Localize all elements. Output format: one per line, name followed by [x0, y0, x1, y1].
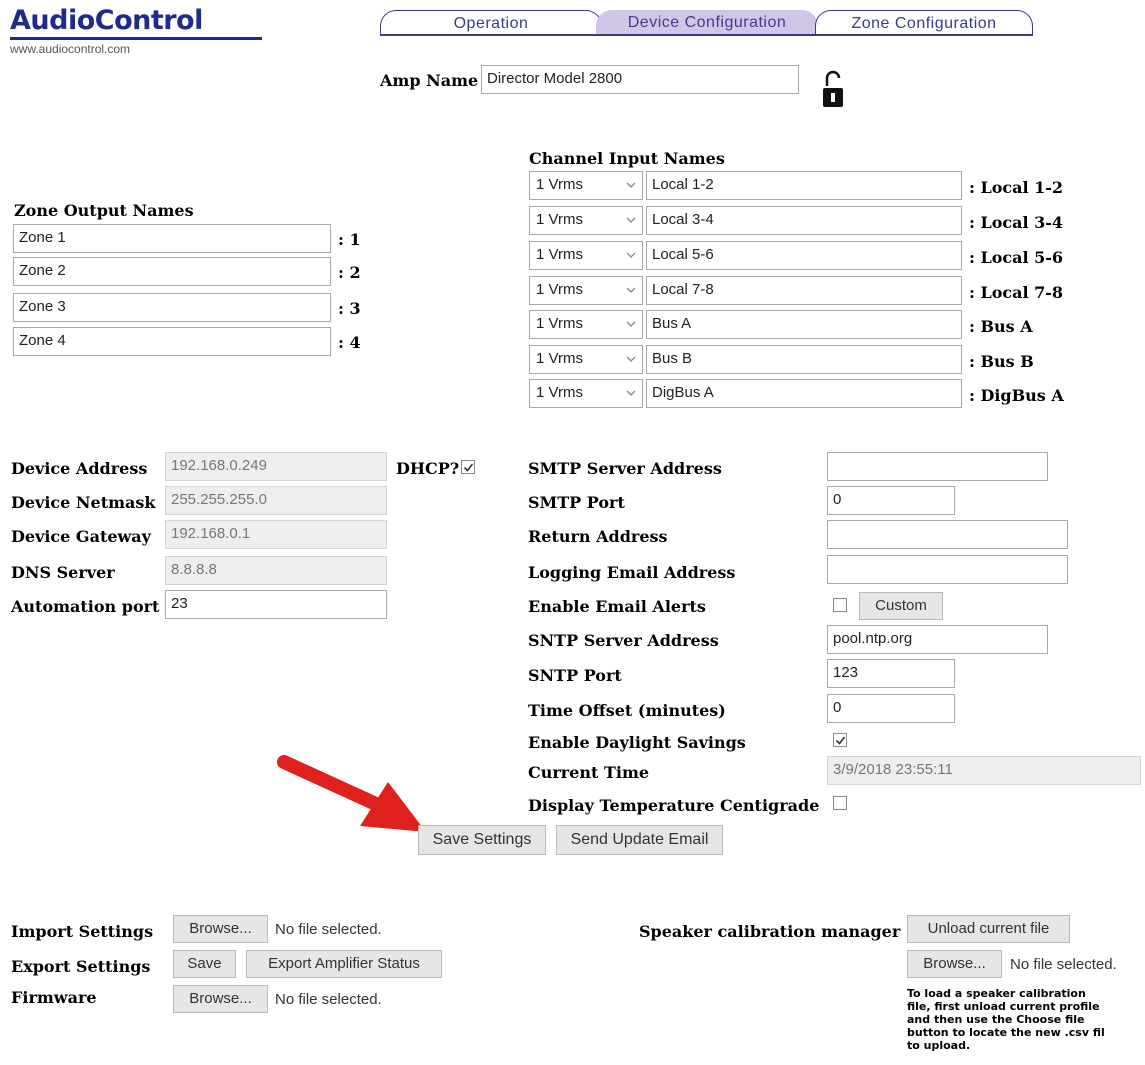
logging-email-input[interactable] — [827, 555, 1068, 584]
amp-name-input[interactable]: Director Model 2800 — [481, 65, 799, 94]
chevron-down-icon — [626, 285, 636, 295]
import-browse-button[interactable]: Browse... — [173, 915, 268, 943]
chevron-down-icon — [626, 388, 636, 398]
channel-name-input[interactable]: Bus A — [646, 310, 962, 339]
tab-operation-label: Operation — [453, 15, 529, 32]
return-address-label: Return Address — [528, 527, 668, 546]
tab-operation[interactable] — [380, 10, 602, 36]
network-field-label: Device Address — [11, 459, 148, 478]
channel-suffix-label: : Local 1-2 — [969, 178, 1064, 197]
network-field-input: 8.8.8.8 — [165, 556, 387, 585]
tab-zone-configuration[interactable] — [815, 10, 1033, 36]
current-time-value: 3/9/2018 23:55:11 — [827, 756, 1141, 785]
centigrade-checkbox[interactable] — [833, 796, 847, 810]
network-field-input: 192.168.0.1 — [165, 520, 387, 549]
input-level-select[interactable] — [529, 310, 643, 339]
sntp-server-label: SNTP Server Address — [528, 631, 719, 650]
input-level-value: 1 Vrms — [536, 246, 583, 263]
channel-suffix-label: : Local 5-6 — [969, 248, 1064, 267]
zone-number-label: : 4 — [338, 333, 361, 352]
input-level-select[interactable] — [529, 171, 643, 200]
red-arrow-icon — [276, 748, 436, 844]
channel-name-input[interactable]: Local 1-2 — [646, 171, 962, 200]
chevron-down-icon — [626, 215, 636, 225]
network-field-label: DNS Server — [11, 563, 115, 582]
zone-number-label: : 2 — [338, 263, 361, 282]
chevron-down-icon — [626, 319, 636, 329]
email-alerts-checkbox[interactable] — [833, 598, 847, 612]
chevron-down-icon — [626, 180, 636, 190]
centigrade-label: Display Temperature Centigrade — [528, 796, 820, 815]
calibration-browse-button[interactable]: Browse... — [907, 950, 1002, 978]
input-level-value: 1 Vrms — [536, 176, 583, 193]
sntp-server-input[interactable]: pool.ntp.org — [827, 625, 1048, 654]
sntp-port-input[interactable]: 123 — [827, 659, 955, 688]
firmware-label: Firmware — [11, 988, 97, 1007]
channel-suffix-label: : Local 3-4 — [969, 213, 1064, 232]
channel-suffix-label: : Local 7-8 — [969, 283, 1064, 302]
zone-name-input[interactable]: Zone 3 — [13, 293, 331, 322]
network-field-label: Automation port — [11, 597, 160, 616]
input-level-value: 1 Vrms — [536, 384, 583, 401]
calibration-file-status: No file selected. — [1010, 956, 1117, 973]
daylight-savings-label: Enable Daylight Savings — [528, 733, 746, 752]
input-level-select[interactable] — [529, 206, 643, 235]
zone-name-input[interactable]: Zone 4 — [13, 327, 331, 356]
speaker-calibration-label: Speaker calibration manager — [639, 922, 901, 941]
zone-name-input[interactable]: Zone 2 — [13, 257, 331, 286]
channel-name-input[interactable]: Local 5-6 — [646, 241, 962, 270]
calibration-note-line: to upload. — [907, 1039, 971, 1052]
zone-output-names-title: Zone Output Names — [14, 201, 194, 220]
input-level-select[interactable] — [529, 276, 643, 305]
calibration-note-line: and then use the Choose file — [907, 1013, 1085, 1026]
logging-email-label: Logging Email Address — [528, 563, 736, 582]
smtp-server-input[interactable] — [827, 452, 1048, 481]
network-field-input: 192.168.0.249 — [165, 452, 387, 481]
daylight-savings-checkbox[interactable] — [833, 733, 847, 747]
zone-number-label: : 3 — [338, 299, 361, 318]
chevron-down-icon — [626, 250, 636, 260]
dhcp-checkbox[interactable] — [461, 460, 475, 474]
tab-zone-configuration-label: Zone Configuration — [851, 15, 997, 32]
logo — [10, 6, 262, 56]
tab-device-configuration-label: Device Configuration — [627, 14, 787, 31]
channel-name-input[interactable]: Local 7-8 — [646, 276, 962, 305]
firmware-browse-button[interactable]: Browse... — [173, 985, 268, 1013]
import-settings-label: Import Settings — [11, 922, 154, 941]
input-level-value: 1 Vrms — [536, 211, 583, 228]
input-level-select[interactable] — [529, 379, 643, 408]
input-level-value: 1 Vrms — [536, 315, 583, 332]
network-field-label: Device Gateway — [11, 527, 151, 546]
network-field-input: 255.255.255.0 — [165, 486, 387, 515]
logo-text: AudioControl — [10, 5, 203, 36]
channel-suffix-label: : Bus B — [969, 352, 1034, 371]
save-settings-button[interactable]: Save Settings — [418, 825, 546, 855]
calibration-note-line: To load a speaker calibration — [907, 987, 1086, 1000]
time-offset-input[interactable]: 0 — [827, 694, 955, 723]
channel-suffix-label: : DigBus A — [969, 386, 1064, 405]
channel-name-input[interactable]: DigBus A — [646, 379, 962, 408]
brand-url: www.audiocontrol.com — [10, 42, 131, 56]
chevron-down-icon — [626, 354, 636, 364]
calibration-note-line: file, first unload current profile — [907, 1000, 1100, 1013]
channel-suffix-label: : Bus A — [969, 317, 1033, 336]
input-level-value: 1 Vrms — [536, 281, 583, 298]
input-level-value: 1 Vrms — [536, 350, 583, 367]
input-level-select[interactable] — [529, 241, 643, 270]
time-offset-label: Time Offset (minutes) — [528, 701, 726, 720]
sntp-port-label: SNTP Port — [528, 666, 622, 685]
amp-name-label: Amp Name — [380, 71, 479, 90]
email-alerts-label: Enable Email Alerts — [528, 597, 706, 616]
smtp-port-input[interactable]: 0 — [827, 486, 955, 515]
import-file-status: No file selected. — [275, 921, 382, 938]
unload-current-file-button[interactable]: Unload current file — [907, 915, 1070, 943]
channel-name-input[interactable]: Bus B — [646, 345, 962, 374]
smtp-server-label: SMTP Server Address — [528, 459, 722, 478]
network-field-label: Device Netmask — [11, 493, 156, 512]
zone-name-input[interactable]: Zone 1 — [13, 224, 331, 253]
return-address-input[interactable] — [827, 520, 1068, 549]
dhcp-label: DHCP? — [396, 459, 460, 478]
send-update-email-button[interactable]: Send Update Email — [556, 825, 723, 855]
channel-name-input[interactable]: Local 3-4 — [646, 206, 962, 235]
custom-alerts-button[interactable]: Custom — [859, 592, 943, 620]
logo-underline — [10, 37, 262, 40]
input-level-select[interactable] — [529, 345, 643, 374]
export-amplifier-status-button[interactable]: Export Amplifier Status — [246, 950, 442, 978]
channel-input-names-title: Channel Input Names — [529, 149, 725, 168]
firmware-file-status: No file selected. — [275, 991, 382, 1008]
network-field-input[interactable]: 23 — [165, 590, 387, 619]
export-settings-label: Export Settings — [11, 957, 151, 976]
current-time-label: Current Time — [528, 763, 650, 782]
smtp-port-label: SMTP Port — [528, 493, 625, 512]
calibration-instructions — [907, 987, 1105, 1052]
zone-number-label: : 1 — [338, 230, 361, 249]
tab-device-configuration[interactable] — [596, 10, 818, 36]
calibration-note-line: button to locate the new .csv fil — [907, 1026, 1105, 1039]
unlocked-padlock-icon[interactable] — [820, 68, 846, 114]
export-save-button[interactable]: Save — [173, 950, 236, 978]
